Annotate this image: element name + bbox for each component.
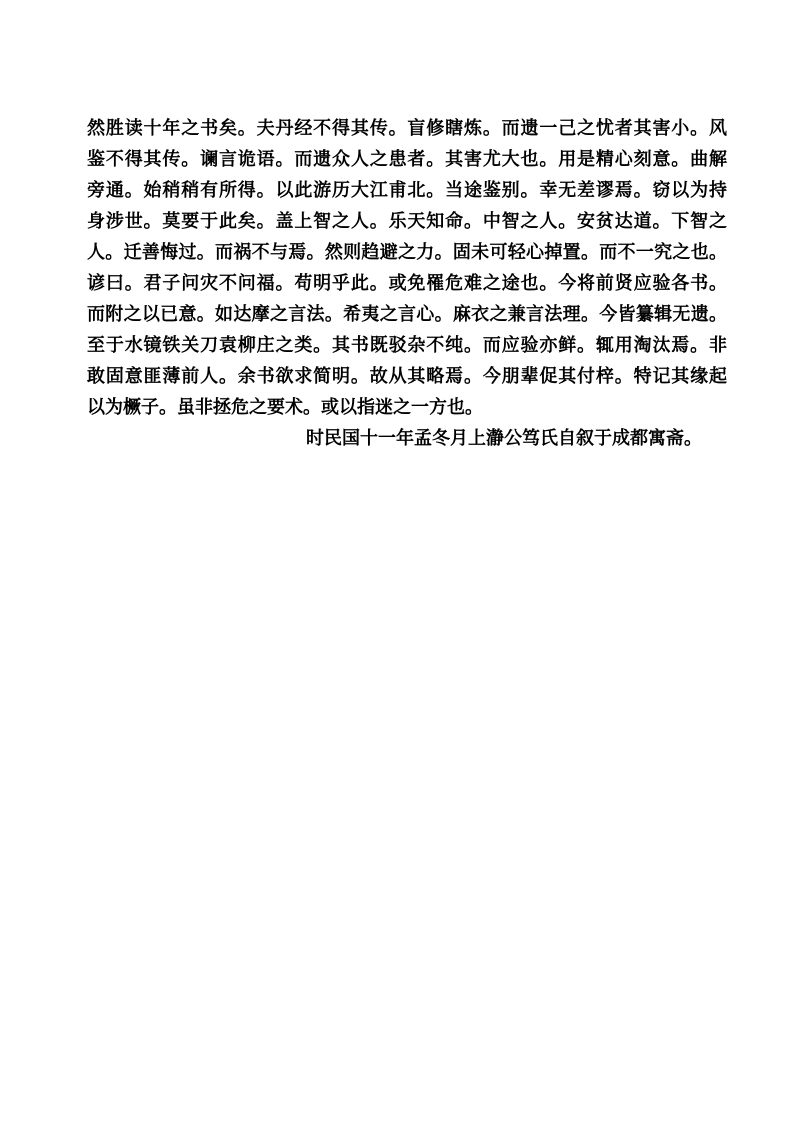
signature-line: 时民国十一年孟冬月上瀞公笃氏自叙于成都寓斋。: [306, 428, 702, 449]
text-line-1: 然胜读十年之书矣。夫丹经不得其传。盲修瞎炼。而遗一己之忧者其害小。风: [87, 118, 727, 139]
text-line-2: 鉴不得其传。谰言诡语。而遗众人之患者。其害尤大也。用是精心刻意。曲解: [87, 149, 727, 170]
preface-text-block: [87, 113, 727, 454]
text-line-6: 谚曰。君子问灾不问福。苟明乎此。或免罹危难之途也。今将前贤应验各书。: [87, 273, 727, 294]
text-line-5: 人。迁善悔过。而祸不与焉。然则趋避之力。固未可轻心掉置。而不一究之也。: [87, 242, 727, 263]
text-line-3: 旁通。始稍稍有所得。以此游历大江甫北。当途鉴别。幸无差谬焉。窃以为持: [87, 180, 727, 201]
text-line-8: 至于水镜铁关刀袁柳庄之类。其书既驳杂不纯。而应验亦鲜。辄用淘汰焉。非: [87, 335, 727, 356]
text-line-9: 敢固意匪薄前人。余书欲求简明。故从其略焉。今朋辈促其付梓。特记其缘起: [87, 366, 727, 387]
text-line-7: 而附之以已意。如达摩之言法。希夷之言心。麻衣之兼言法理。今皆纂辑无遗。: [87, 304, 727, 325]
text-line-4: 身涉世。莫要于此矣。盖上智之人。乐天知命。中智之人。安贫达道。下智之: [87, 211, 727, 232]
text-line-10: 以为橛子。虽非拯危之要术。或以指迷之一方也。: [87, 397, 483, 418]
